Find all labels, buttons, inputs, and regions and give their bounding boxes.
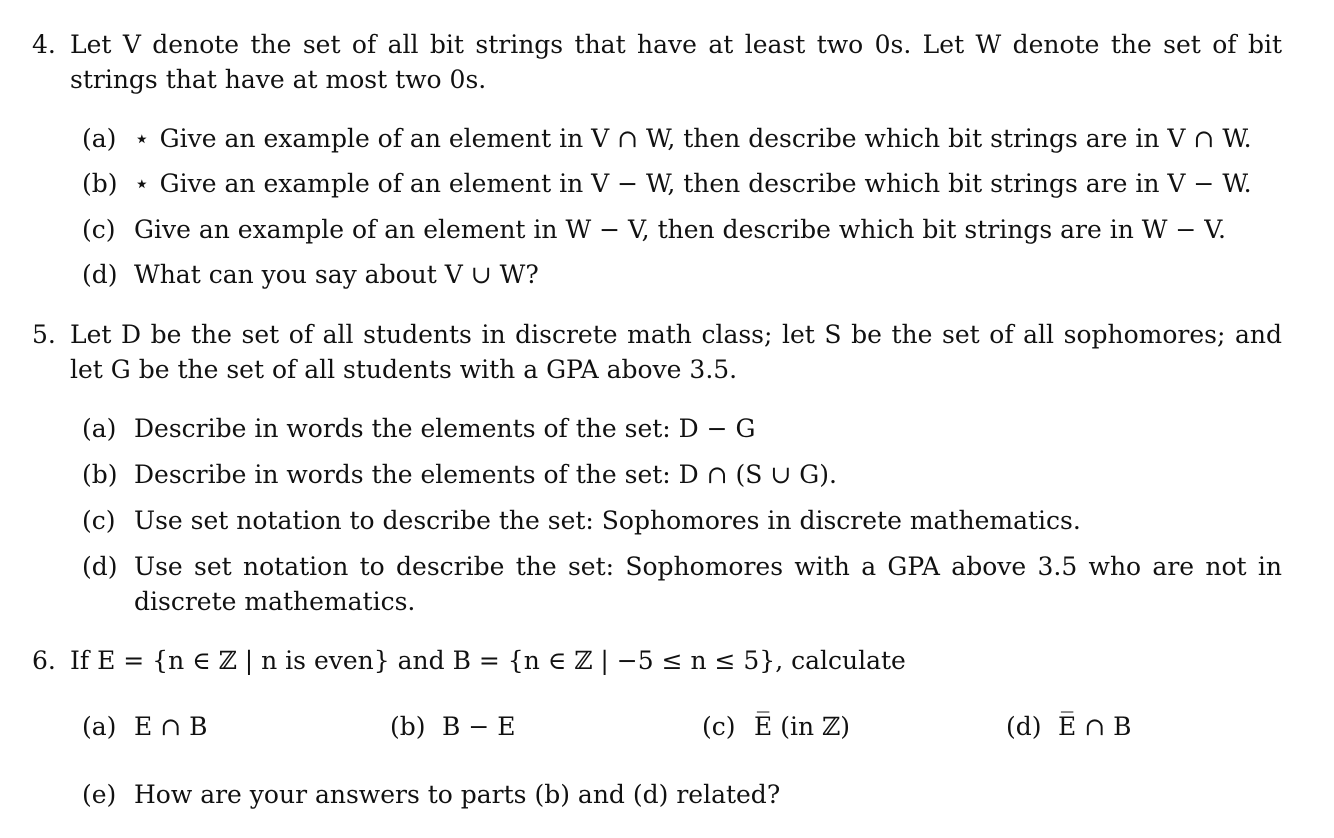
part-text: Give an example of an element in W − V, then describe which bit strings are in W − V.	[134, 215, 1226, 244]
part-text: E̅ (in ℤ)	[754, 712, 850, 741]
part-text: What can you say about V ∪ W?	[134, 260, 539, 289]
problem-5-part-d	[82, 549, 1282, 619]
problem-4-part-c	[82, 212, 1282, 247]
part-label: (d)	[82, 552, 118, 581]
problem-6-part-e	[82, 777, 1282, 812]
part-label: (a)	[82, 712, 117, 741]
part-label: (c)	[702, 712, 736, 741]
part-label: (b)	[82, 169, 118, 198]
problem-6-part-d	[1006, 709, 1131, 744]
problem-number: 4.	[32, 30, 56, 59]
problem-6-part-b	[390, 709, 515, 744]
part-label: (b)	[390, 712, 426, 741]
problem-6	[32, 643, 1282, 678]
problem-5	[32, 317, 1282, 387]
part-text: Describe in words the elements of the set: D − G	[134, 414, 756, 443]
problem-4-part-b	[82, 166, 1282, 201]
problem-6-part-c	[702, 709, 850, 744]
star-icon: ⋆	[134, 169, 150, 198]
part-text: Give an example of an element in V − W, then describe which bit strings are in V − W.	[159, 169, 1252, 198]
part-label: (c)	[82, 215, 116, 244]
problem-stem: If E = {n ∈ ℤ | n is even} and B = {n ∈ ℤ | −5 ≤ n ≤ 5}, calculate	[70, 646, 906, 675]
problem-number: 5.	[32, 320, 56, 349]
part-text: Use set notation to describe the set: Sophomores with a GPA above 3.5 who are not in discrete mathematics.	[134, 552, 1282, 616]
part-label: (d)	[82, 260, 118, 289]
part-label: (d)	[1006, 712, 1042, 741]
problem-5-part-a	[82, 411, 1282, 446]
part-text: Give an example of an element in V ∩ W, then describe which bit strings are in V ∩ W.	[159, 124, 1252, 153]
problem-number: 6.	[32, 646, 56, 675]
problem-stem: Let D be the set of all students in discrete math class; let S be the set of all sophomores; and let G be the set of all students with a GPA above 3.5.	[70, 320, 1282, 384]
problem-5-part-c	[82, 503, 1282, 538]
problem-4-part-a	[82, 121, 1282, 156]
part-text: E̅ ∩ B	[1058, 712, 1132, 741]
part-label: (e)	[82, 780, 117, 809]
part-label: (a)	[82, 124, 117, 153]
problem-6-part-a	[82, 709, 207, 744]
part-label: (a)	[82, 414, 117, 443]
problem-4	[32, 27, 1282, 97]
star-icon: ⋆	[134, 124, 150, 153]
part-text: How are your answers to parts (b) and (d) related?	[134, 780, 781, 809]
problem-stem: Let V denote the set of all bit strings that have at least two 0s. Let W denote the set of bit strings that have at most two 0s.	[70, 30, 1282, 94]
part-text: Describe in words the elements of the set: D ∩ (S ∪ G).	[134, 460, 837, 489]
part-text: E ∩ B	[134, 712, 208, 741]
problem-4-part-d	[82, 257, 1282, 292]
part-label: (b)	[82, 460, 118, 489]
part-label: (c)	[82, 506, 116, 535]
part-text: Use set notation to describe the set: Sophomores in discrete mathematics.	[134, 506, 1081, 535]
problem-5-part-b	[82, 457, 1282, 492]
part-text: B − E	[442, 712, 516, 741]
